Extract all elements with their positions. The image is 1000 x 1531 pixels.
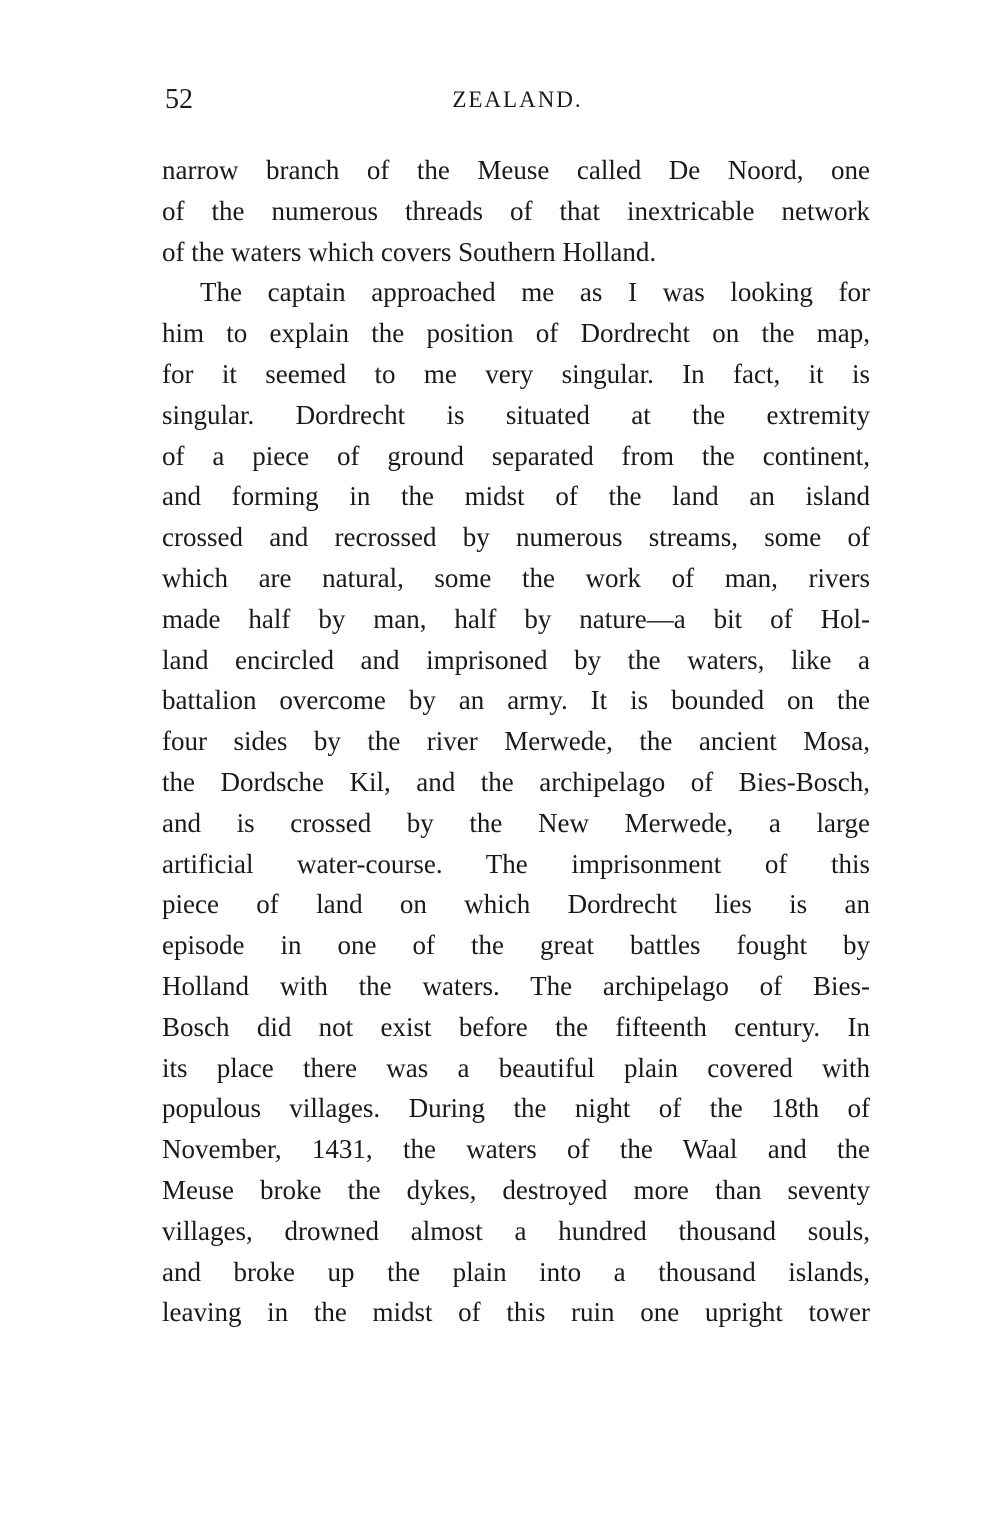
text-line: and forming in the midst of the land an island bbox=[162, 481, 870, 512]
text-line: of a piece of ground separated from the continent, bbox=[162, 440, 870, 471]
text-line: narrow branch of the Meuse called De Noord, one bbox=[162, 155, 870, 185]
text-line: piece of land on which Dordrecht lies is an bbox=[162, 889, 870, 920]
text-line: battalion overcome by an army. It is bounded on the bbox=[162, 685, 870, 716]
text-line: Meuse broke the dykes, destroyed more than seventy bbox=[162, 1174, 870, 1205]
text-line: Bosch did not exist before the fifteenth century. In bbox=[162, 1011, 870, 1042]
text-line: episode in one of the great battles fought by bbox=[162, 930, 870, 961]
text-line: villages, drowned almost a hundred thousand souls, bbox=[162, 1215, 870, 1246]
page-header bbox=[165, 80, 870, 120]
text-line: crossed and recrossed by numerous streams, some of bbox=[162, 522, 870, 553]
text-line: The captain approached me as I was looking for bbox=[200, 277, 870, 308]
text-line: the Dordsche Kil, and the archipelago of Bies-Bosch, bbox=[162, 766, 870, 797]
text-line: November, 1431, the waters of the Waal and the bbox=[162, 1134, 870, 1165]
text-line: of the waters which covers Southern Holland. bbox=[162, 236, 657, 267]
text-line: and broke up the plain into a thousand islands, bbox=[162, 1256, 870, 1287]
text-line: four sides by the river Merwede, the ancient Mosa, bbox=[162, 726, 870, 757]
text-line: him to explain the position of Dordrecht on the map, bbox=[162, 318, 870, 349]
text-line: and is crossed by the New Merwede, a large bbox=[162, 807, 870, 838]
text-line: which are natural, some the work of man, rivers bbox=[162, 562, 870, 593]
text-line: singular. Dordrecht is situated at the extremity bbox=[162, 399, 870, 430]
text-line: Holland with the waters. The archipelago of Bies- bbox=[162, 970, 870, 1001]
page-number: 52 bbox=[165, 84, 193, 115]
text-line: leaving in the midst of this ruin one upright tower bbox=[162, 1297, 870, 1328]
running-title: ZEALAND. bbox=[452, 87, 583, 112]
text-line: of the numerous threads of that inextricable network bbox=[162, 195, 870, 226]
body-text bbox=[162, 150, 870, 1333]
text-line: populous villages. During the night of the 18th of bbox=[162, 1093, 870, 1124]
text-line: artificial water-course. The imprisonment of this bbox=[162, 848, 870, 879]
text-line: its place there was a beautiful plain covered with bbox=[162, 1052, 870, 1083]
text-line: land encircled and imprisoned by the waters, like a bbox=[162, 644, 870, 675]
text-line: made half by man, half by nature—a bit of Hol- bbox=[162, 603, 870, 634]
text-line: for it seemed to me very singular. In fact, it is bbox=[162, 358, 870, 389]
